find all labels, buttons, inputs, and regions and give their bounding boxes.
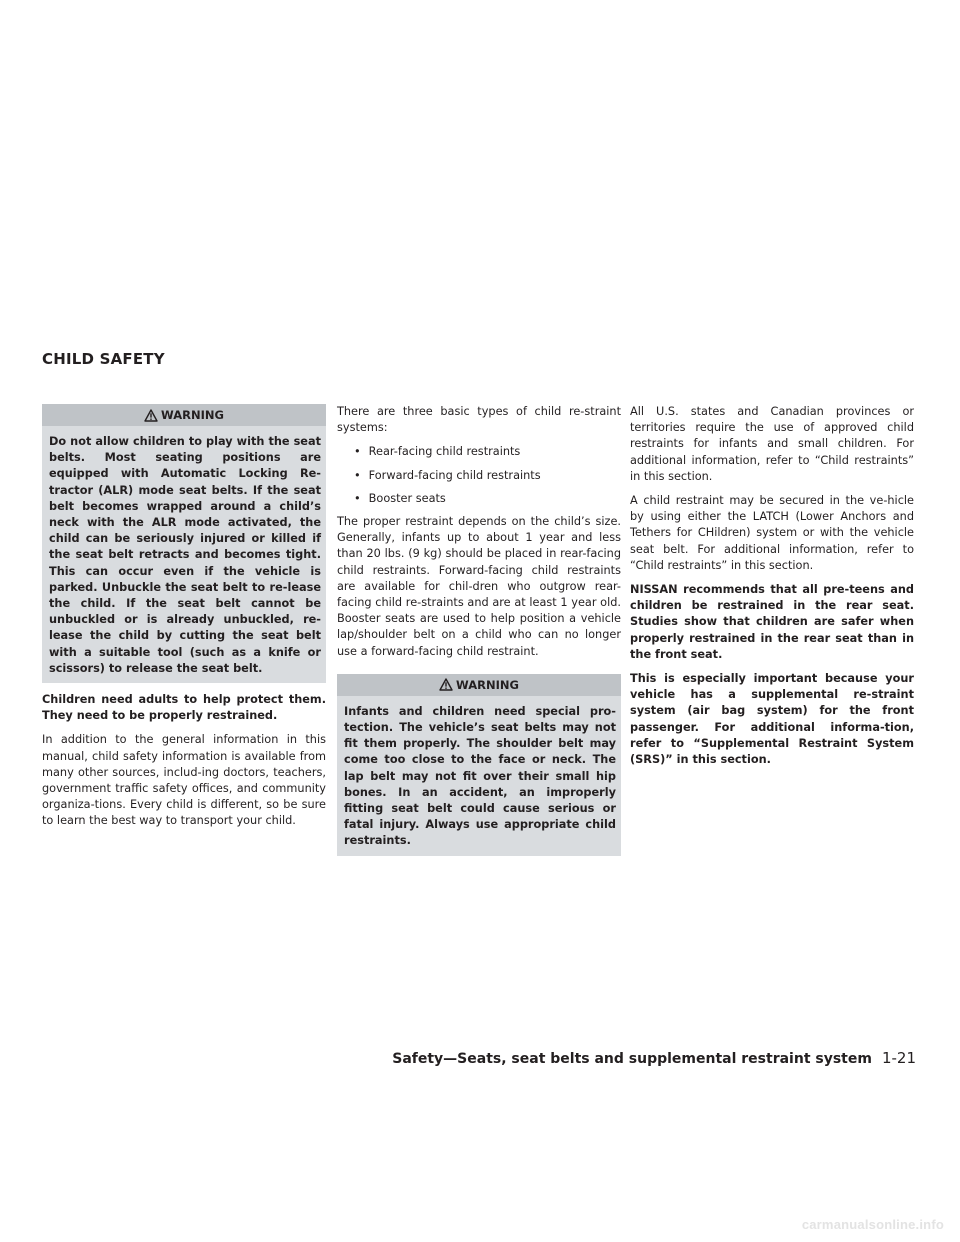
paragraph: Children need adults to help protect them. They need to be properly restrained. bbox=[42, 693, 326, 723]
section-title: CHILD SAFETY bbox=[42, 350, 165, 368]
list-item: • Forward-facing child restraints bbox=[354, 468, 621, 484]
column-2 bbox=[337, 404, 621, 865]
paragraph: There are three basic types of child re-straint systems: bbox=[337, 405, 621, 435]
warning-text: Do not allow children to play with the seat belts. Most seating positions are equipped with Automatic Locking Re-tractor (ALR) mode seat belts. If the seat belt becomes wrapped around a child’s neck with the ALR mode activated, the child can be seriously injured or killed if the seat belt retracts and becomes tight. This can occur even if the vehicle is parked. Unbuckle the seat belt to re-lease the child. If the seat belt cannot be unbuckled or is already unbuckled, re-lease the child by cutting the seat belt with a suitable tool (such as a knife or scissors) to release the seat belt. bbox=[49, 435, 321, 675]
watermark: carmanualsonline.info bbox=[801, 1217, 944, 1232]
paragraph: All U.S. states and Canadian provinces or territories require the use of approved child restraints for infants and small children. For additional information, refer to “Child restraints” in this section. bbox=[630, 405, 914, 483]
warning-heading: WARNING bbox=[456, 677, 519, 692]
chapter-title: Safety—Seats, seat belts and supplemental restraint system bbox=[392, 1051, 872, 1067]
column-3 bbox=[630, 404, 914, 776]
warning-box bbox=[337, 674, 621, 856]
paragraph: This is especially important because your vehicle has a supplemental re-straint system (air bag system) for the front passenger. For additional informa-tion, refer to “Supplemental Restraint System (SRS)” in this section. bbox=[630, 672, 914, 767]
restraint-types-list bbox=[337, 444, 621, 507]
column-1 bbox=[42, 404, 326, 838]
warning-header bbox=[337, 674, 621, 696]
paragraph: A child restraint may be secured in the ve-hicle by using either the LATCH (Lower Anchors and Tethers for CHildren) system or with the vehicle seat belt. For additional information, refer to “Child restraints” in this section. bbox=[630, 494, 914, 572]
page-number: 1-21 bbox=[881, 1049, 916, 1067]
list-item: • Booster seats bbox=[354, 491, 621, 507]
warning-heading: WARNING bbox=[161, 408, 224, 422]
warning-triangle-icon bbox=[439, 678, 453, 691]
page-footer bbox=[392, 1049, 916, 1067]
warning-triangle-icon bbox=[144, 409, 158, 422]
warning-text: Infants and children need special pro-tection. The vehicle’s seat belts may not fit them properly. The shoulder belt may come too close to the face or neck. The lap belt may not fit over their small hip bones. In an accident, an improperly fitting seat belt could cause serious or fatal injury. Always use appropriate child restraints. bbox=[344, 704, 616, 848]
warning-box bbox=[42, 404, 326, 683]
warning-header bbox=[42, 404, 326, 426]
paragraph: NISSAN recommends that all pre-teens and children be restrained in the rear seat. Studies show that children are safer when properly restrained in the rear seat than in the front seat. bbox=[630, 583, 914, 661]
list-item: • Rear-facing child restraints bbox=[354, 444, 621, 460]
paragraph: In addition to the general information in this manual, child safety information is available from many other sources, includ-ing doctors, teachers, government traffic safety offices, and community organiza-tions. Every child is different, so be sure to learn the best way to transport your child. bbox=[42, 733, 326, 828]
paragraph: The proper restraint depends on the child’s size. Generally, infants up to about 1 year and less than 20 lbs. (9 kg) should be placed in rear-facing child restraints. Forward-facing child restraints are available for chil-dren who outgrow rear-facing child re-straints and are at least 1 year old. Booster seats are used to help position a vehicle lap/shoulder belt on a child who can no longer use a forward-facing child restraint. bbox=[337, 515, 621, 658]
